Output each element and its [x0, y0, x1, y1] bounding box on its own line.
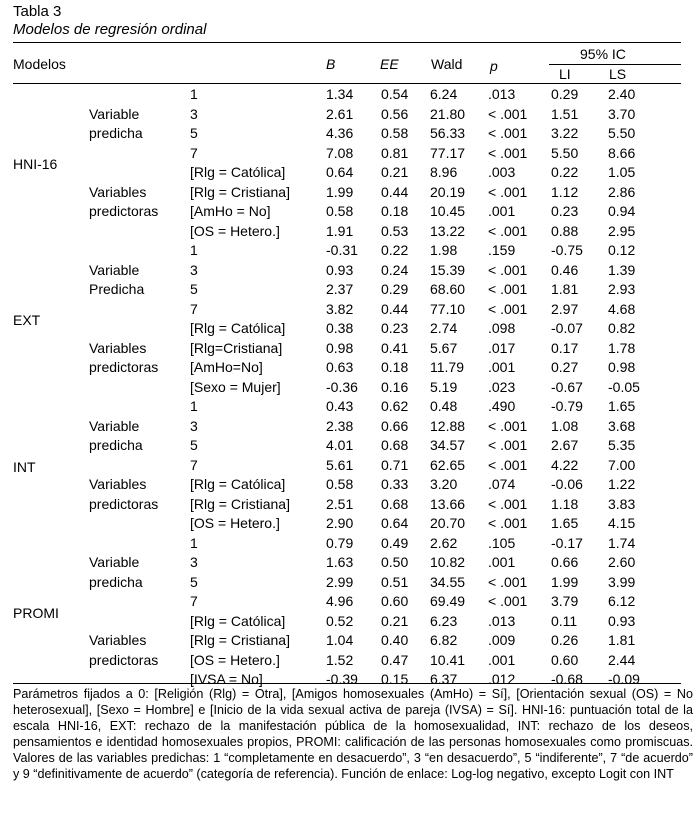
cell-b: 2.51 — [326, 495, 354, 512]
cell-p: .105 — [488, 534, 516, 551]
cell-p: .001 — [488, 651, 516, 668]
cell-ee: 0.51 — [381, 573, 409, 590]
cell-ls: 0.93 — [608, 612, 636, 629]
cell-li: 2.97 — [551, 300, 579, 317]
cell-b: 0.63 — [326, 359, 354, 375]
regression-table — [13, 0, 693, 686]
cell-ee: 0.22 — [381, 242, 409, 258]
cell-sub: predictoras — [89, 359, 159, 375]
cell-b: 1.52 — [326, 651, 354, 668]
cell-b: -0.36 — [326, 378, 358, 395]
cell-p: .490 — [488, 398, 516, 414]
cell-ls: 4.68 — [608, 300, 636, 317]
cell-wald: 1.98 — [430, 242, 458, 258]
cell-p: < .001 — [488, 417, 528, 434]
cell-li: -0.68 — [551, 671, 583, 687]
cell-sub: predicha — [89, 573, 143, 590]
cell-ee: 0.68 — [381, 437, 409, 453]
cell-ls: 0.94 — [608, 203, 636, 219]
cell-li: 0.11 — [551, 612, 578, 629]
cell-li: -0.07 — [551, 320, 583, 336]
cell-wald: 20.70 — [430, 515, 466, 531]
cell-li: 0.66 — [551, 554, 579, 570]
cell-sub: Variable — [89, 105, 140, 122]
cell-param: [Rlg = Cristiana] — [190, 183, 290, 200]
cell-ee: 0.60 — [381, 593, 409, 609]
cell-param: 7 — [190, 593, 198, 609]
cell-wald: 34.55 — [430, 573, 466, 590]
cell-p: .023 — [488, 378, 516, 395]
cell-ls: 2.60 — [608, 554, 636, 570]
header-b: B — [326, 56, 336, 72]
cell-param: [Rlg = Católica] — [190, 612, 286, 629]
cell-ls: 3.99 — [608, 573, 636, 590]
cell-ls: 2.86 — [608, 183, 636, 200]
cell-sub: Variables — [89, 632, 147, 648]
cell-ls: 7.00 — [608, 456, 636, 473]
cell-p: < .001 — [488, 183, 528, 200]
cell-ls: 2.95 — [608, 222, 636, 239]
cell-param: 7 — [190, 300, 198, 317]
cell-ls: -0.05 — [608, 378, 640, 395]
cell-param: 5 — [190, 573, 198, 590]
cell-param: [OS = Hetero.] — [190, 222, 280, 239]
cell-ee: 0.81 — [381, 144, 409, 161]
cell-li: 1.18 — [551, 495, 579, 512]
cell-b: 0.58 — [326, 203, 354, 219]
cell-b: 1.91 — [326, 222, 354, 239]
cell-ee: 0.44 — [381, 183, 409, 200]
cell-ee: 0.29 — [381, 281, 409, 297]
cell-param: [Rlg = Católica] — [190, 476, 286, 492]
cell-li: 5.50 — [551, 144, 579, 161]
cell-sub: predictoras — [89, 651, 159, 668]
cell-ls: 1.39 — [608, 261, 636, 278]
cell-param: [OS = Hetero.] — [190, 515, 280, 531]
cell-b: 1.99 — [326, 183, 354, 200]
cell-ee: 0.47 — [381, 651, 409, 668]
cell-wald: 13.22 — [430, 222, 466, 239]
cell-ls: 5.50 — [608, 125, 636, 141]
cell-p: < .001 — [488, 495, 528, 512]
cell-wald: 0.48 — [430, 398, 458, 414]
cell-param: 5 — [190, 281, 198, 297]
cell-b: 2.99 — [326, 573, 354, 590]
cell-b: 0.93 — [326, 261, 354, 278]
cell-ee: 0.54 — [381, 86, 409, 102]
cell-wald: 34.57 — [430, 437, 466, 453]
cell-li: -0.75 — [551, 242, 583, 258]
cell-param: 7 — [190, 144, 198, 161]
cell-ls: 0.12 — [608, 242, 636, 258]
cell-p: < .001 — [488, 456, 528, 473]
cell-wald: 2.62 — [430, 534, 458, 551]
cell-ls: 1.22 — [608, 476, 636, 492]
cell-ee: 0.40 — [381, 632, 409, 648]
cell-param: [AmHo=No] — [190, 359, 263, 375]
cell-ls: 1.74 — [608, 534, 636, 551]
cell-ee: 0.15 — [381, 671, 409, 687]
cell-p: < .001 — [488, 573, 528, 590]
cell-wald: 77.17 — [430, 144, 466, 161]
cell-ls: 3.83 — [608, 495, 636, 512]
cell-param: [Rlg = Católica] — [190, 164, 286, 180]
cell-ee: 0.41 — [381, 339, 409, 356]
cell-wald: 6.24 — [430, 86, 458, 102]
cell-wald: 62.65 — [430, 456, 466, 473]
cell-p: < .001 — [488, 281, 528, 297]
cell-sub: Variables — [89, 476, 147, 492]
cell-b: 0.52 — [326, 612, 354, 629]
cell-ee: 0.24 — [381, 261, 409, 278]
cell-ls: 1.05 — [608, 164, 636, 180]
cell-b: 1.34 — [326, 86, 354, 102]
cell-ls: 6.12 — [608, 593, 636, 609]
header-wald: Wald — [431, 56, 463, 72]
cell-ls: 1.81 — [608, 632, 636, 648]
cell-li: 0.60 — [551, 651, 579, 668]
cell-li: 1.81 — [551, 281, 579, 297]
cell-li: -0.67 — [551, 378, 583, 395]
cell-li: 0.17 — [551, 339, 579, 356]
cell-ee: 0.18 — [381, 203, 409, 219]
cell-li: 0.22 — [551, 164, 579, 180]
cell-param: 1 — [190, 534, 198, 551]
cell-li: 4.22 — [551, 456, 579, 473]
model-label: EXT — [13, 312, 41, 329]
header-modelos: Modelos — [13, 56, 66, 72]
cell-b: -0.39 — [326, 671, 358, 687]
cell-wald: 21.80 — [430, 105, 466, 122]
cell-li: 0.88 — [551, 222, 579, 239]
cell-b: 0.64 — [326, 164, 354, 180]
cell-sub: Variable — [89, 417, 140, 434]
cell-wald: 2.74 — [430, 320, 458, 336]
cell-b: 0.98 — [326, 339, 354, 356]
cell-sub: predictoras — [89, 495, 159, 512]
cell-p: .074 — [488, 476, 516, 492]
cell-li: -0.79 — [551, 398, 583, 414]
cell-ls: 3.70 — [608, 105, 636, 122]
cell-li: 1.65 — [551, 515, 579, 531]
cell-b: 0.79 — [326, 534, 354, 551]
cell-b: 1.04 — [326, 632, 354, 648]
cell-wald: 69.49 — [430, 593, 466, 609]
cell-b: 4.01 — [326, 437, 354, 453]
cell-wald: 5.19 — [430, 378, 458, 395]
cell-b: 0.38 — [326, 320, 354, 336]
header-ic: 95% IC — [580, 46, 626, 62]
cell-ee: 0.62 — [381, 398, 409, 414]
cell-ls: 1.78 — [608, 339, 636, 356]
cell-param: 3 — [190, 105, 198, 122]
cell-ls: 2.93 — [608, 281, 636, 297]
cell-b: 4.96 — [326, 593, 354, 609]
cell-sub: Predicha — [89, 281, 145, 297]
header-p: p — [490, 58, 498, 74]
cell-param: [Sexo = Mujer] — [190, 378, 281, 395]
cell-ee: 0.68 — [381, 495, 409, 512]
cell-li: 1.51 — [551, 105, 579, 122]
cell-b: 1.63 — [326, 554, 354, 570]
cell-ls: 2.40 — [608, 86, 636, 102]
cell-li: 3.22 — [551, 125, 579, 141]
cell-b: 0.58 — [326, 476, 354, 492]
cell-wald: 11.79 — [430, 359, 464, 375]
cell-li: -0.06 — [551, 476, 583, 492]
cell-param: 5 — [190, 125, 198, 141]
cell-sub: predicha — [89, 437, 143, 453]
cell-b: 0.43 — [326, 398, 354, 414]
cell-sub: Variables — [89, 183, 147, 200]
cell-ls: 8.66 — [608, 144, 636, 161]
cell-wald: 77.10 — [430, 300, 466, 317]
cell-ee: 0.33 — [381, 476, 409, 492]
cell-wald: 20.19 — [430, 183, 466, 200]
cell-wald: 10.41 — [430, 651, 466, 668]
cell-wald: 15.39 — [430, 261, 466, 278]
cell-p: < .001 — [488, 222, 528, 239]
cell-param: 1 — [190, 86, 198, 102]
cell-p: < .001 — [488, 125, 528, 141]
cell-wald: 56.33 — [430, 125, 466, 141]
cell-p: .009 — [488, 632, 516, 648]
cell-sub: Variables — [89, 339, 147, 356]
model-label: PROMI — [13, 604, 59, 621]
cell-param: [IVSA = No] — [190, 671, 263, 687]
cell-ls: 0.98 — [608, 359, 636, 375]
cell-wald: 6.82 — [430, 632, 458, 648]
cell-li: -0.17 — [551, 534, 583, 551]
cell-p: < .001 — [488, 437, 528, 453]
cell-li: 0.46 — [551, 261, 579, 278]
cell-p: .001 — [488, 203, 516, 219]
cell-param: [Rlg=Cristiana] — [190, 339, 283, 356]
cell-wald: 68.60 — [430, 281, 466, 297]
cell-param: [Rlg = Cristiana] — [190, 495, 290, 512]
cell-p: < .001 — [488, 300, 528, 317]
cell-li: 1.08 — [551, 417, 579, 434]
cell-ee: 0.56 — [381, 105, 409, 122]
cell-param: [AmHo = No] — [190, 203, 271, 219]
cell-ee: 0.53 — [381, 222, 409, 239]
cell-p: < .001 — [488, 144, 528, 161]
cell-sub: Variable — [89, 554, 140, 570]
cell-sub: predictoras — [89, 203, 159, 219]
cell-ee: 0.50 — [381, 554, 409, 570]
table-notes: Parámetros fijados a 0: [Religión (Rlg) = Otra], [Amigos homosexuales (AmHo) = Sí], [Orientación sexual (OS) = No heterosexual], [Sexo = Hombre] e [Inicio de la vida sexual activa de pareja (IVSA) = Sí]. HNI-16: puntuación total de la escala HNI-16, EXT: rechazo de la manifestación pública de la homosexualidad, INT: rechazo de los deseos, pensamientos e identidad homosexuales propios, PROMI: calificación de las personas homosexuales como promiscuas. Valores de las variables predichas: 1 “completamente en desacuerdo”, 3 “en desacuerdo”, 5 “indiferente”, 7 “de acuerdo” y 9 “definitivamente de acuerdo” (categoría de referencia). Función de enlace: Log-log negativo, excepto Logit con INT — [13, 687, 693, 781]
table-label: Tabla 3 — [13, 3, 62, 20]
cell-ls: 1.65 — [608, 398, 636, 414]
cell-b: 2.38 — [326, 417, 354, 434]
header-ee: EE — [380, 56, 399, 72]
cell-b: 7.08 — [326, 144, 354, 161]
rule-top — [13, 42, 681, 43]
cell-param: 3 — [190, 554, 198, 570]
cell-ee: 0.21 — [381, 612, 409, 629]
rule-header-bottom — [13, 83, 681, 84]
cell-param: [Rlg = Cristiana] — [190, 632, 290, 648]
cell-param: 1 — [190, 242, 198, 258]
cell-li: 1.99 — [551, 573, 579, 590]
cell-b: 5.61 — [326, 456, 354, 473]
cell-wald: 6.37 — [430, 671, 458, 687]
cell-wald: 10.45 — [430, 203, 466, 219]
cell-ee: 0.49 — [381, 534, 409, 551]
cell-wald: 13.66 — [430, 495, 466, 512]
cell-ee: 0.16 — [381, 378, 409, 395]
cell-p: < .001 — [488, 261, 528, 278]
cell-param: [OS = Hetero.] — [190, 651, 280, 668]
cell-sub: Variable — [89, 261, 140, 278]
cell-p: .098 — [488, 320, 516, 336]
cell-b: 3.82 — [326, 300, 354, 317]
cell-b: 4.36 — [326, 125, 354, 141]
cell-li: 0.23 — [551, 203, 579, 219]
cell-b: -0.31 — [326, 242, 358, 258]
cell-wald: 10.82 — [430, 554, 466, 570]
cell-li: 0.29 — [551, 86, 579, 102]
cell-p: < .001 — [488, 593, 528, 609]
cell-ee: 0.23 — [381, 320, 409, 336]
cell-ee: 0.66 — [381, 417, 409, 434]
cell-p: .012 — [488, 671, 516, 687]
cell-sub: predicha — [89, 125, 143, 141]
cell-p: .013 — [488, 612, 516, 629]
cell-ee: 0.21 — [381, 164, 409, 180]
cell-p: .013 — [488, 86, 516, 102]
cell-p: < .001 — [488, 105, 528, 122]
cell-p: .159 — [488, 242, 516, 258]
cell-wald: 3.20 — [430, 476, 458, 492]
cell-p: .003 — [488, 164, 516, 180]
cell-ls: -0.09 — [608, 671, 640, 687]
cell-wald: 6.23 — [430, 612, 458, 629]
cell-param: 3 — [190, 417, 198, 434]
header-li: LI — [559, 66, 571, 82]
cell-li: 3.79 — [551, 593, 579, 609]
cell-li: 1.12 — [551, 183, 579, 200]
cell-b: 2.61 — [326, 105, 354, 122]
cell-ls: 5.35 — [608, 437, 636, 453]
cell-param: 1 — [190, 398, 198, 414]
cell-ls: 4.15 — [608, 515, 636, 531]
cell-ee: 0.44 — [381, 300, 409, 317]
cell-li: 2.67 — [551, 437, 579, 453]
cell-p: .001 — [488, 359, 516, 375]
header-ls: LS — [609, 66, 627, 82]
cell-li: 0.26 — [551, 632, 579, 648]
cell-param: [Rlg = Católica] — [190, 320, 286, 336]
cell-b: 2.37 — [326, 281, 354, 297]
cell-wald: 8.96 — [430, 164, 458, 180]
cell-ls: 2.44 — [608, 651, 636, 668]
cell-p: .017 — [488, 339, 516, 356]
cell-li: 0.27 — [551, 359, 579, 375]
table-title: Modelos de regresión ordinal — [13, 21, 207, 38]
cell-param: 3 — [190, 261, 198, 278]
cell-ee: 0.64 — [381, 515, 409, 531]
model-label: INT — [13, 458, 36, 475]
cell-p: < .001 — [488, 515, 528, 531]
cell-b: 2.90 — [326, 515, 354, 531]
cell-p: .001 — [488, 554, 516, 570]
cell-wald: 12.88 — [430, 417, 466, 434]
cell-param: 5 — [190, 437, 198, 453]
cell-ls: 0.82 — [608, 320, 636, 336]
cell-param: 7 — [190, 456, 198, 473]
cell-ee: 0.58 — [381, 125, 409, 141]
cell-wald: 5.67 — [430, 339, 458, 356]
cell-ls: 3.68 — [608, 417, 636, 434]
cell-ee: 0.71 — [381, 456, 409, 473]
cell-ee: 0.18 — [381, 359, 409, 375]
model-label: HNI-16 — [13, 156, 58, 173]
